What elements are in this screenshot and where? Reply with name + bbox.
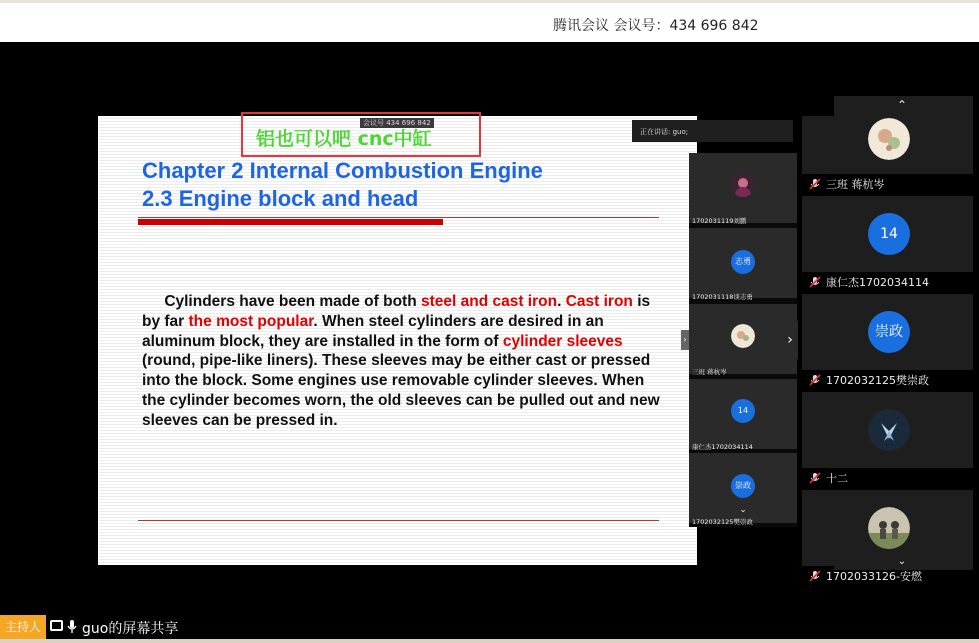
- host-badge: 主持人: [0, 615, 46, 639]
- participant-tile[interactable]: [802, 490, 973, 566]
- participant-name: 1702031119刘鹏: [692, 217, 747, 225]
- participant-name: 三班 蒋杭岑: [692, 368, 727, 376]
- participant-avatar: [731, 173, 755, 197]
- participant-tile[interactable]: [689, 228, 797, 298]
- slide-text-run: (round, pipe-like liners). These sleeves may be either cast or pressed into the block. Some engines use removable cylinder sleeves. When the cylinder becomes worn, the old sleeves can be pulled out and new sleeves can be pressed in.: [142, 352, 660, 429]
- participant-tile[interactable]: [689, 304, 797, 374]
- meeting-title: 腾讯会议 会议号：434 696 842: [553, 18, 759, 34]
- participant-name-row: [802, 274, 979, 290]
- annotation-meeting-tag: 会议号 434 696 842: [360, 118, 434, 128]
- slide-text-run: is by far: [142, 293, 651, 330]
- mic-muted-icon: [809, 472, 821, 484]
- participant-tile[interactable]: [689, 379, 797, 449]
- window-bottom-border: [0, 639, 979, 643]
- participant-name-row: [802, 470, 979, 486]
- participant-tile[interactable]: [802, 196, 973, 272]
- slide-heading-section: 2.3 Engine block and head: [142, 186, 419, 211]
- participant-tile[interactable]: [689, 153, 797, 223]
- participant-initials: 志勇: [731, 250, 755, 274]
- mic-muted-icon: [809, 178, 821, 190]
- speaking-indicator: 正在讲话: guo;: [632, 120, 793, 142]
- scroll-down-icon[interactable]: ⌄: [739, 505, 747, 515]
- mic-muted-icon: [809, 374, 821, 386]
- participant-initials: 14: [868, 213, 910, 255]
- participant-tile[interactable]: [802, 116, 973, 174]
- participant-tile[interactable]: [802, 392, 973, 468]
- slide-body-text: [142, 292, 662, 431]
- chevron-down-icon: ⌄: [897, 556, 907, 567]
- participant-name: 三班 蒋杭岑: [826, 178, 885, 191]
- shared-slide: [98, 116, 697, 565]
- participant-initials: 14: [731, 399, 755, 423]
- slide-divider-thin: [138, 217, 659, 218]
- participant-name: 1702031118谈志勇: [692, 293, 753, 301]
- participant-avatar: [868, 118, 910, 160]
- participant-avatar: [731, 324, 755, 348]
- slide-text-run-highlight: cylinder sleeves: [502, 332, 623, 350]
- slide-heading-chapter: Chapter 2 Internal Combustion Engine: [142, 158, 543, 183]
- participant-name: 康仁杰1702034114: [826, 276, 929, 289]
- mic-muted-icon: [809, 570, 821, 582]
- participant-name-row: [802, 176, 979, 192]
- participant-name: 1702032125樊崇政: [692, 518, 753, 526]
- participant-name: 康仁杰1702034114: [692, 443, 753, 451]
- microphone-icon: [66, 619, 78, 634]
- slide-text-run-highlight: Cast iron: [565, 293, 633, 310]
- participant-initials: 崇政: [731, 474, 755, 498]
- participant-name-row: [802, 372, 979, 388]
- collapse-arrow-icon[interactable]: ›: [681, 330, 689, 350]
- slide-divider-bottom: [138, 520, 659, 521]
- slide-text-run-highlight: the most popular: [188, 312, 314, 330]
- slide-text-run-highlight: steel and cast iron: [420, 293, 558, 310]
- participant-name-row: [802, 568, 979, 584]
- next-page-arrow-icon[interactable]: ›: [782, 321, 798, 359]
- slide-text-run: . When steel cylinders are desired in an aluminum block, they are installed in the form of: [142, 312, 604, 350]
- chevron-up-icon: ⌃: [896, 98, 908, 112]
- slide-text-run: .: [557, 293, 566, 310]
- screen-share-label: guo的屏幕共享: [82, 621, 179, 637]
- participant-name: 1702032125樊崇政: [826, 374, 929, 387]
- participant-strip: [802, 96, 979, 590]
- scroll-up-button[interactable]: [834, 96, 973, 116]
- meeting-title-bar: [0, 0, 979, 42]
- annotation-text: 铝也可以吧 cnc中缸: [256, 128, 432, 150]
- participant-name: 十二: [826, 472, 848, 485]
- participant-avatar: [868, 409, 910, 451]
- slide-divider-thick: [138, 219, 443, 225]
- slide-text-run: Cylinders have been made of both: [164, 293, 421, 310]
- participant-name: 1702033126-安燃: [826, 570, 922, 583]
- participant-tile[interactable]: [802, 294, 973, 370]
- mic-muted-icon: [809, 276, 821, 288]
- screen-share-icon: [50, 620, 63, 631]
- participant-initials: 崇政: [868, 311, 910, 353]
- participant-strip-small: [689, 153, 797, 527]
- participant-avatar: [868, 507, 910, 549]
